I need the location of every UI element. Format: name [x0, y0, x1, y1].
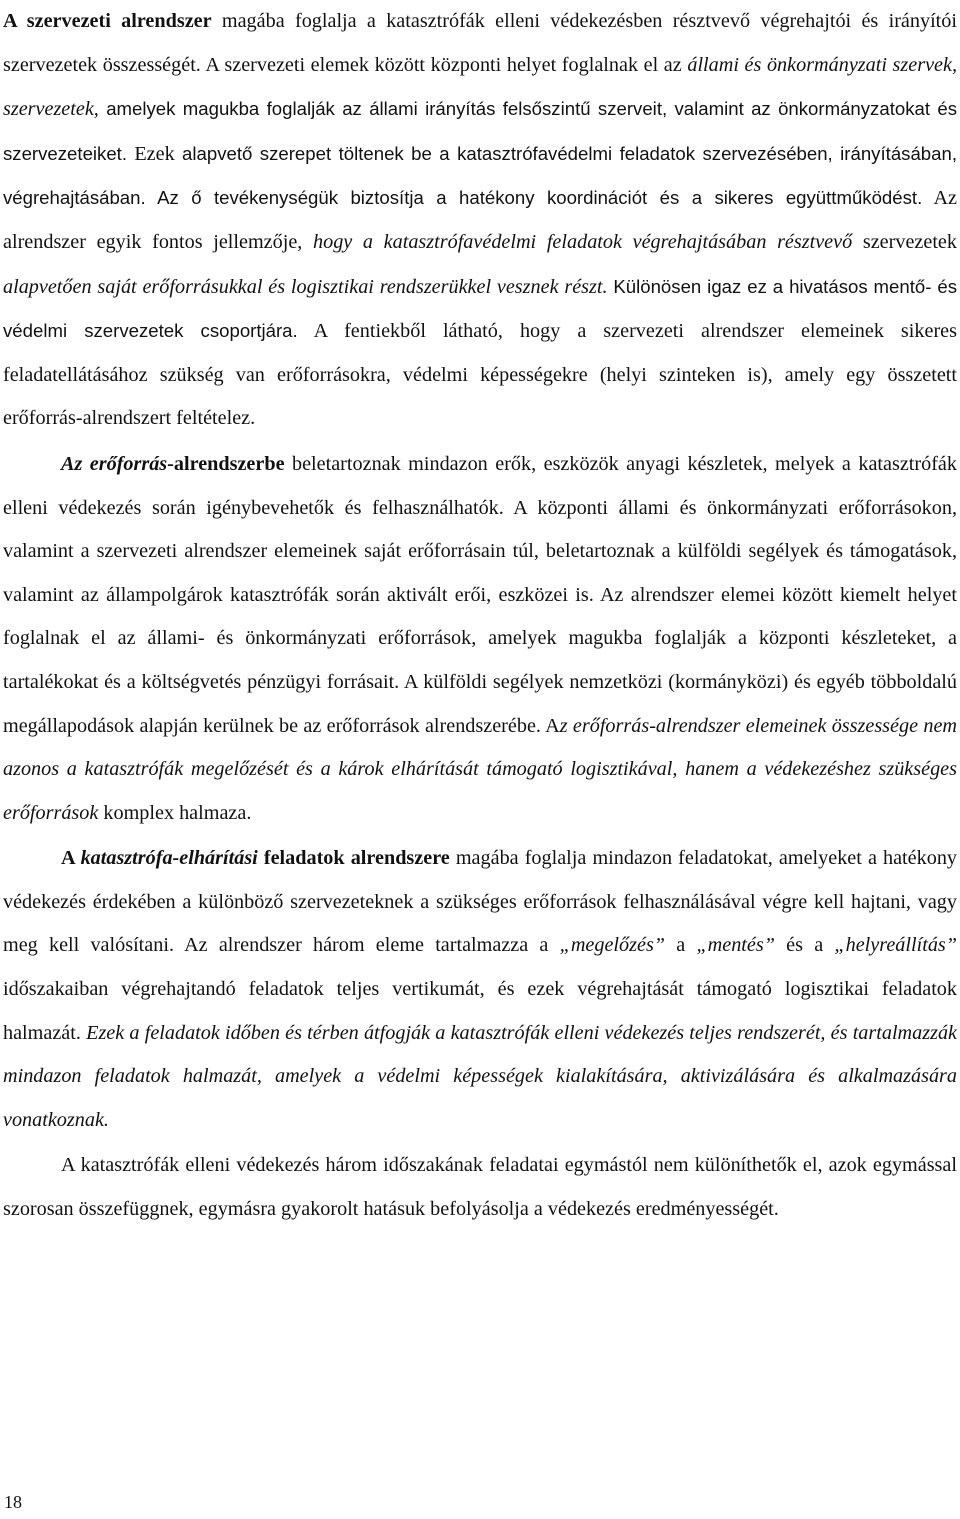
text-run: A katasztrófák elleni védekezés három időszakának feladatai egymástól nem különíthetők el, azok egymással szorosan összefüggnek, egymásra gyakorolt hatásuk befolyásolja a védekezés eredményességét. [3, 1154, 957, 1221]
text-run: hogy a katasztrófavédelmi feladatok végrehajtásában résztvevő [313, 230, 853, 253]
text-run: magába foglalja mindazon feladatokat, amelyeket a hatékony védekezés érdekében a különböző szervezeteknek a szükséges erőforrások felhasználásával végre kell hajtani, vagy meg kell valósítani. Az alrendszer három eleme tartalmazza a [3, 847, 958, 957]
paragraph-organizational-subsystem [3, 0, 957, 441]
text-run: és a [774, 934, 835, 957]
text-run: feladatok alrendszere [257, 847, 450, 870]
text-run: „megelőzés” [559, 934, 666, 957]
text-run: z erőforrás-alrendszer elemeinek összessége nem azonos a katasztrófák megelőzését és a károk elhárítását támogató logisztikával, hanem a védekezéshez szükséges erőforrások [3, 714, 958, 824]
text-run: alapvetően saját erőforrásukkal és logisztikai rendszerükkel vesznek részt. [3, 275, 608, 298]
text-run: -alrendszerbe [167, 452, 285, 475]
paragraph-disaster-response-tasks [3, 837, 957, 1142]
text-run: állami irányítás felsőszintű szerveit, valamint az önkormányzatokat és szervezeteiket. [3, 98, 957, 164]
text-run: komplex halmaza. [98, 801, 252, 824]
text-run: amelyek magukba foglalják az [98, 98, 370, 120]
document-page [3, 0, 957, 1232]
text-run: „helyreállítás” [834, 934, 957, 957]
text-run: alapvető szerepet töltenek be a katasztrófavédelmi feladatok szervezésében, irányításában, végrehajtásában. Az ő tevékenységük biztosítja a hatékony koordinációt és a sikeres együttműködést. [3, 142, 957, 209]
text-run: Az alrendszer egyik fontos jellemzője, [3, 187, 957, 253]
paragraph-resource-subsystem [3, 443, 957, 835]
text-run: katasztrófa-elhárítási [80, 847, 258, 870]
text-run: magába foglalja a katasztrófák elleni védekezésben résztvevő végrehajtói és irányítói szervezetek összességét. A szervezeti elemek között központi helyet foglalnak el az [3, 10, 957, 76]
page-number: 18 [4, 1492, 22, 1512]
text-run: A [61, 847, 81, 870]
text-run: A szervezeti alrendszer [3, 10, 212, 32]
text-run: időszakaiban végrehajtandó feladatok teljes vertikumát, és ezek végrehajtását támogató logisztikai feladatok halmazát. [3, 978, 957, 1044]
text-run: A fentiekből látható, hogy a szervezeti alrendszer elemeinek sikeres feladatellátásához szükség van erőforrásokra, védelmi képességekre (helyi szinteken is), amely egy összetett erőforrás-alrendszert feltételez. [3, 320, 957, 430]
text-run: Az erőforrás [61, 452, 168, 475]
text-run: szervezetek [852, 230, 957, 253]
text-run: Ezek a feladatok időben és térben átfogják a katasztrófák elleni védekezés teljes rendszerét, és tartalmazzák mindazon feladatok halmazát, amelyek a védelmi képességek kialakítására, aktivizálására és alkalmazására vonatkoznak. [3, 1021, 958, 1131]
text-run: beletartoznak mindazon erők, eszközök anyagi készletek, melyek a katasztrófák elleni védekezés során igénybevehetők és felhasználhatók. A központi állami és önkormányzati erőforrásokon, valamint a szervezeti alrendszer elemeinek saját erőforrásain túl, beletartoznak a külföldi segélyek és támogatások, valamint az állampolgárok katasztrófák során aktivált erői, eszközei is. Az alrendszer elemei között kiemelt helyet foglalnak el az állami- és önkormányzati erőforrások, amelyek magukba foglalják a központi készleteket, a tartalékokat és a költségvetés pénzügyi forrásait. A külföldi segélyek nemzetközi (kormányközi) és egyéb többoldalú megállapodások alapján kerülnek be az erőforrások alrendszerébe. A [3, 452, 957, 737]
paragraph-three-phases [3, 1144, 957, 1231]
text-run: Különösen igaz ez a hivatásos mentő- és védelmi szervezetek csoportjára. [3, 275, 958, 342]
text-run: a [665, 934, 697, 957]
text-run: „mentés” [696, 934, 775, 957]
text-run: Ezek [127, 142, 183, 165]
text-run: állami és önkormányzati szervek, szervezetek, [3, 53, 958, 121]
